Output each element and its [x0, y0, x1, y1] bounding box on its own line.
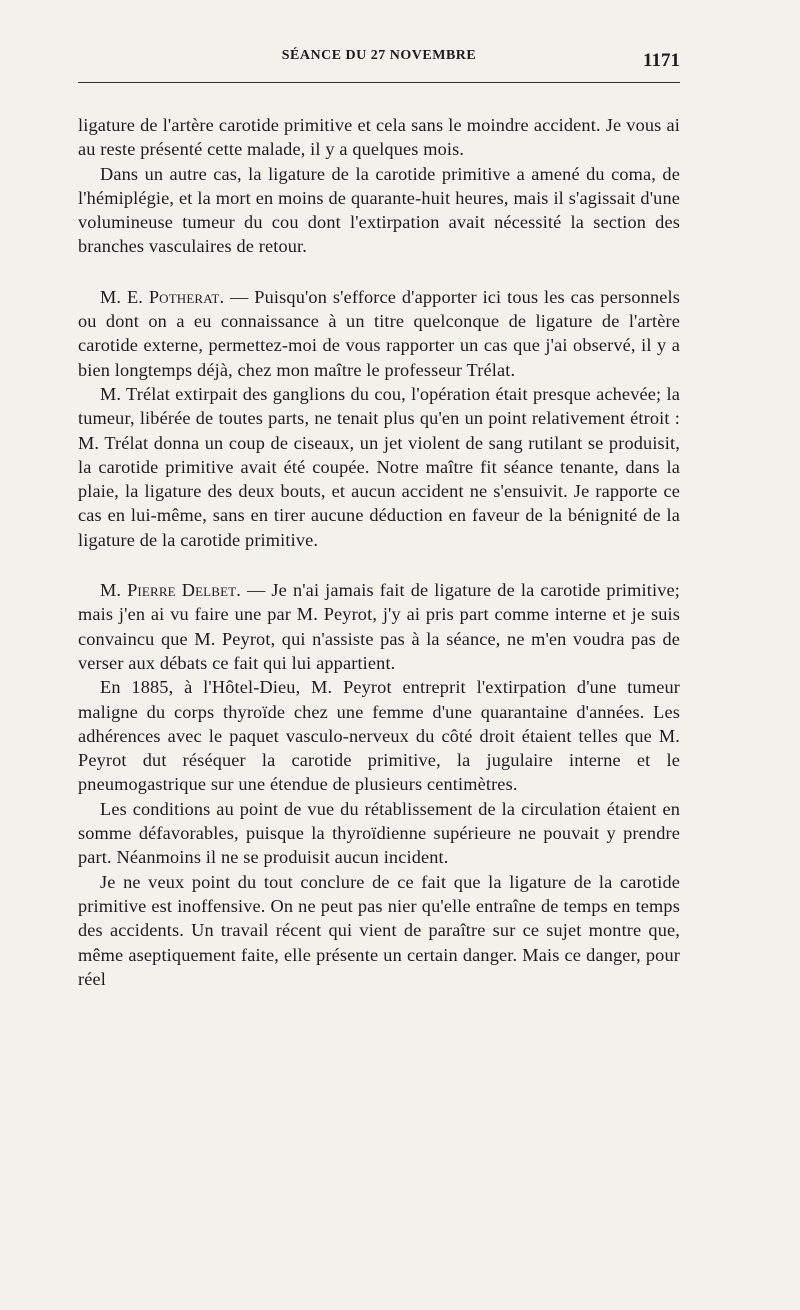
- book-page: [78, 48, 680, 991]
- paragraph-5: [78, 578, 680, 675]
- page-body: [78, 113, 680, 991]
- section-gap: [78, 259, 680, 285]
- speaker-delbet: M. Pierre Delbet.: [100, 580, 241, 601]
- paragraph-6: En 1885, à l'Hôtel-Dieu, M. Peyrot entreprit l'extirpation d'une tumeur maligne du corps thyroïde chez une femme d'une quarantaine d'années. Les adhérences avec le paquet vasculo-nerveux du côté droit étaient telles que M. Peyrot dut réséquer la carotide primitive, la jugulaire interne et le pneumogastrique sur une étendue de plusieurs centimètres.: [78, 677, 680, 795]
- paragraph-3-text: — Puisqu'on s'efforce d'apporter ici tous les cas personnels ou dont on a eu connaissance à un titre quelconque de ligature de l'artère carotide externe, permettez-moi de vous rapporter un cas que j'ai observé, il y a bien longtemps déjà, chez mon maître le professeur Trélat.: [78, 286, 680, 380]
- section-gap: [78, 552, 680, 578]
- paragraph-5-text: — Je n'ai jamais fait de ligature de la carotide primitive; mais j'en ai vu faire une par M. Peyrot, j'y ai pris part comme interne et je suis convaincu que M. Peyrot, qui n'assiste pas à la séance, ne m'en voudra pas de verser aux débats ce fait qui lui appartient.: [78, 580, 680, 673]
- page-number: 1171: [643, 50, 680, 71]
- paragraph-4: M. Trélat extirpait des ganglions du cou, l'opération était presque achevée; la tumeur, libérée de toutes parts, ne tenait plus qu'en un point relativement étroit : M. Trélat donna un coup de ciseaux, un jet violent de sang rutilant se produisit, la carotide primitive avait été coupée. Notre maître fit séance tenante, dans la plaie, la ligature des deux bouts, et aucun accident ne s'ensuivit. Je rapporte ce cas en lui-même, sans en tirer aucune déduction en faveur de la bénignité de la ligature de la carotide primitive.: [78, 383, 680, 550]
- paragraph-1: ligature de l'artère carotide primitive et cela sans le moindre accident. Je vous ai au reste présenté cette malade, il y a quelques mois.: [78, 115, 680, 160]
- paragraph-2: Dans un autre cas, la ligature de la carotide primitive a amené du coma, de l'hémiplégie, et la mort en moins de quarante-huit heures, mais il s'agissait d'une volumineuse tumeur du cou dont l'extirpation avait nécessité la section des branches vasculaires de retour.: [78, 163, 680, 257]
- paragraph-7: Les conditions au point de vue du rétablissement de la circulation étaient en somme défavorables, puisque la thyroïdienne supérieure ne pouvait y prendre part. Néanmoins il ne se produisit aucun incident.: [78, 798, 680, 868]
- running-header: [78, 48, 680, 83]
- speaker-potherat: M. E. Potherat.: [100, 286, 225, 307]
- paragraph-8: Je ne veux point du tout conclure de ce fait que la ligature de la carotide primitive est inoffensive. On ne peut pas nier qu'elle entraîne de temps en temps des accidents. Un travail récent qui vient de paraître sur ce sujet montre que, même aseptiquement faite, elle présente un certain danger. Mais ce danger, pour réel: [78, 871, 680, 989]
- header-title: SÉANCE DU 27 NOVEMBRE: [281, 48, 477, 63]
- paragraph-3: [78, 285, 680, 382]
